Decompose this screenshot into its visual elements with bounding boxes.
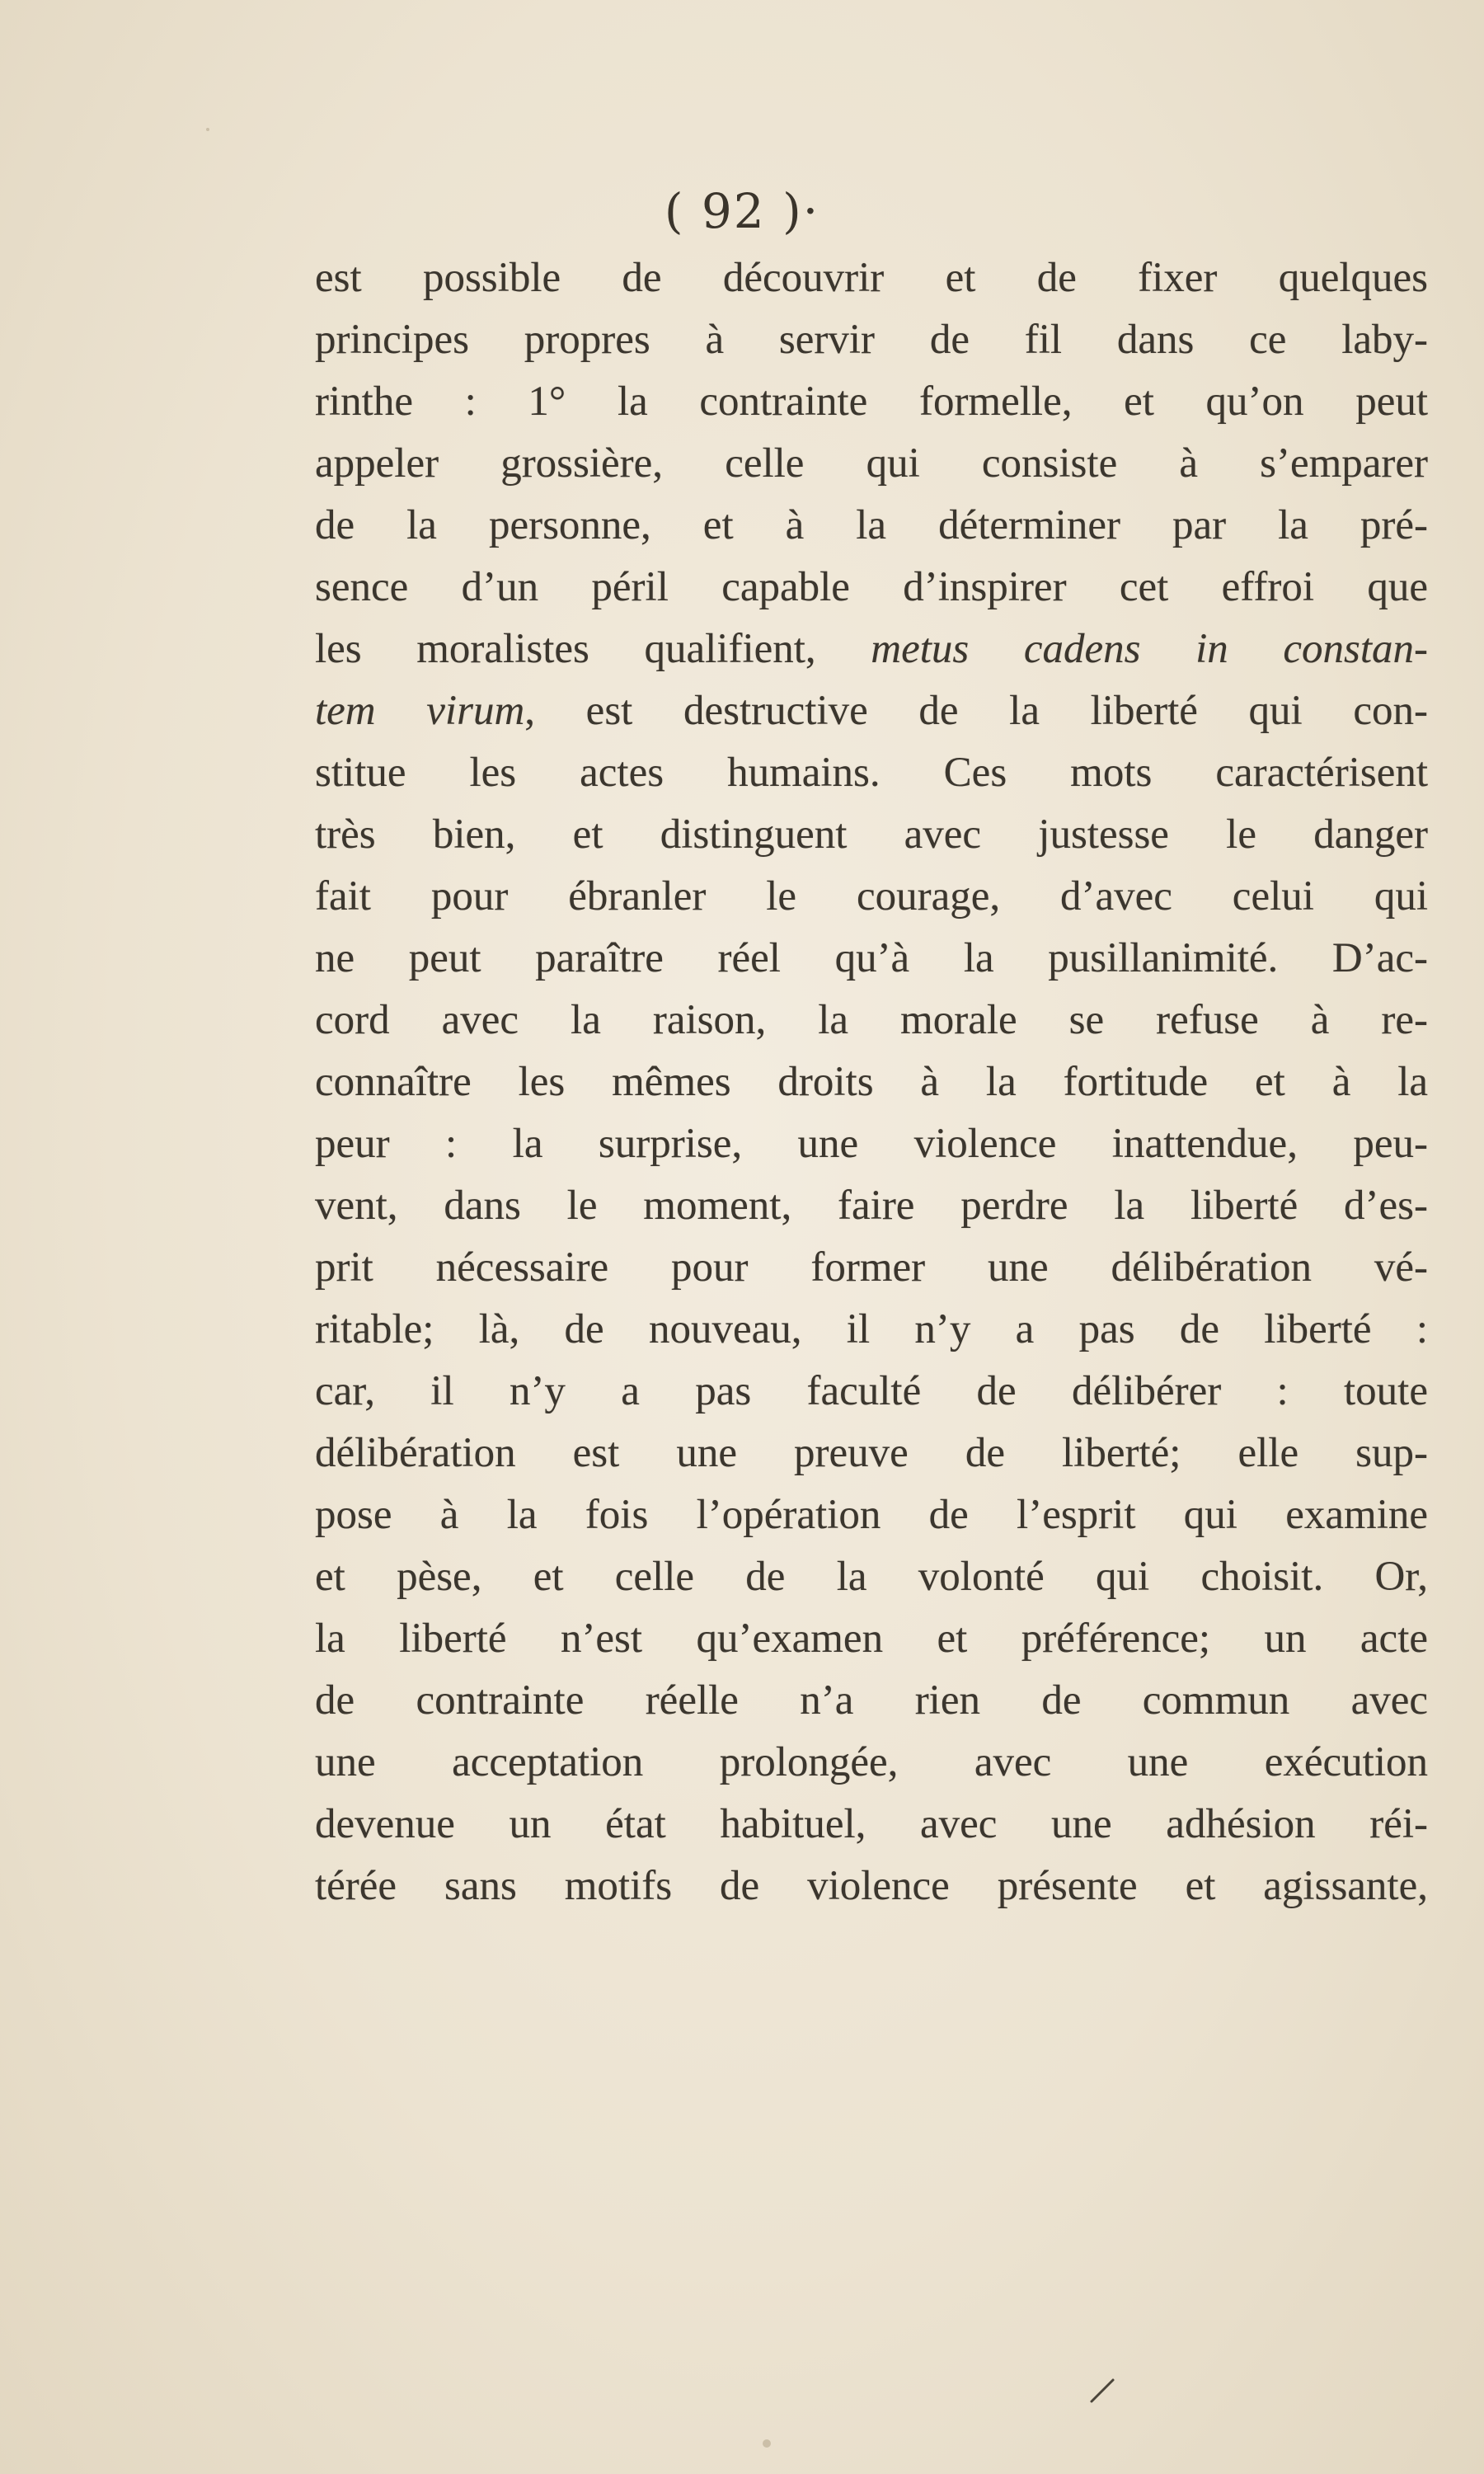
text-line: cord avec la raison, la morale se refuse à re- [315,997,1428,1043]
text-line: peur : la surprise, une violence inattendue, peu- [315,1121,1428,1167]
text-line: très bien, et distinguent avec justesse le danger [315,811,1428,858]
text-line: sence d’un péril capable d’inspirer cet effroi que [315,564,1428,610]
text-line: vent, dans le moment, faire perdre la liberté d’es- [315,1183,1428,1229]
paper-speck [206,128,209,131]
text-line: de la personne, et à la déterminer par la pré- [315,502,1428,548]
text-line: les moralistes qualifient, metus cadens in constan- [315,626,1428,672]
text-line: ne peut paraître réel qu’à la pusillanimité. D’ac- [315,935,1428,981]
page-number: ( 92 )· [664,183,820,239]
latin-quote: tem virum [315,688,525,734]
text-line: principes propres à servir de fil dans ce laby- [315,317,1428,363]
text-line: de contrainte réelle n’a rien de commun avec [315,1677,1428,1724]
latin-quote: metus cadens in constan- [871,626,1428,672]
text-line: tem virum, est destructive de la liberté qui con- [315,688,1428,734]
text-line: et pèse, et celle de la volonté qui choisit. Or, [315,1554,1428,1600]
text-line: car, il n’y a pas faculté de délibérer : toute [315,1368,1428,1414]
text-line: appeler grossière, celle qui consiste à s’emparer [315,440,1428,487]
text-line: prit nécessaire pour former une délibération vé- [315,1244,1428,1291]
text-line: stitue les actes humains. Ces mots caractérisent [315,750,1428,796]
text-line: devenue un état habituel, avec une adhésion réi- [315,1801,1428,1847]
text-line: térée sans motifs de violence présente et agissante, [315,1863,1428,1909]
paper-speck [763,2439,771,2448]
text-line: rinthe : 1° la contrainte formelle, et qu’on peut [315,379,1428,425]
text-line: fait pour ébranler le courage, d’avec celui qui [315,873,1428,920]
text-line: est possible de découvrir et de fixer quelques [315,255,1428,301]
text-line: ritable; là, de nouveau, il n’y a pas de liberté : [315,1306,1428,1352]
text-line: la liberté n’est qu’examen et préférence; un acte [315,1616,1428,1662]
text-line: connaître les mêmes droits à la fortitude et à la [315,1059,1428,1105]
pencil-mark-icon [1087,2373,1120,2406]
text-line: une acceptation prolongée, avec une exécution [315,1739,1428,1785]
body-text [315,247,1428,1917]
text-line: délibération est une preuve de liberté; elle sup- [315,1430,1428,1476]
text-line: pose à la fois l’opération de l’esprit qui examine [315,1492,1428,1538]
